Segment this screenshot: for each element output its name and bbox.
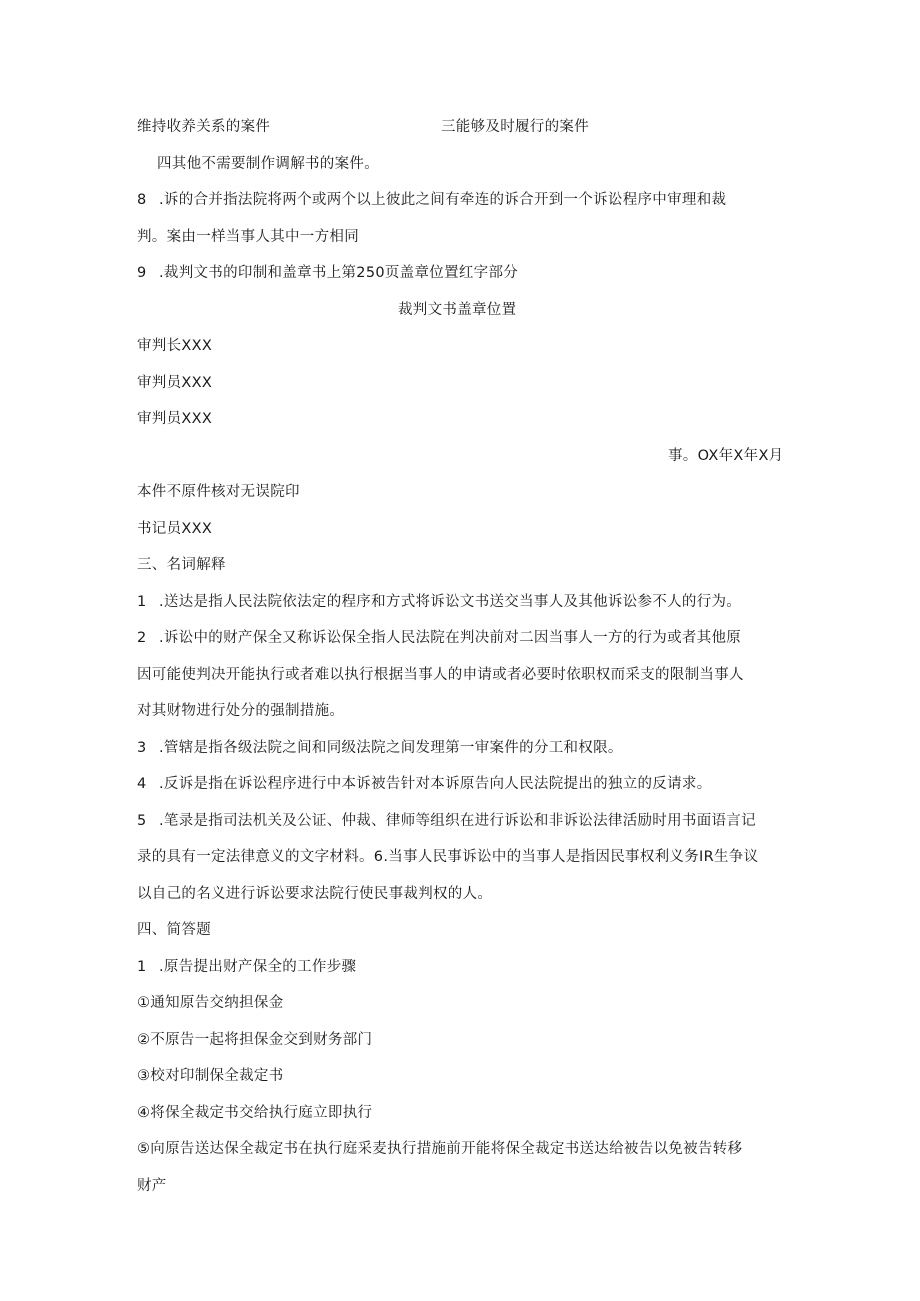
item-text: .管辖是指各级法院之间和同级法院之间发理第一审案件的分工和权限。	[159, 740, 623, 756]
text-segment: 维持收养关系的案件	[137, 119, 271, 135]
item-number: 8	[137, 192, 147, 208]
text-line: 以自己的名义进行诉讼要求法院行使民事裁判权的人。	[137, 886, 493, 902]
item-text: .反诉是指在诉讼程序进行中本诉被告针对本诉原告向人民法院提出的独立的反请求。	[159, 776, 712, 792]
numbered-item	[137, 738, 623, 758]
item-number: 1	[137, 959, 147, 975]
text-line	[137, 117, 270, 137]
date-line: 事。OX年X年X月	[668, 448, 784, 464]
numbered-item	[137, 957, 356, 977]
step-item: ④将保全裁定书交给执行庭立即执行	[137, 1105, 373, 1121]
text-line: 判。案由一样当事人其中一方相同	[137, 229, 359, 245]
item-text: .诉的合并指法院将两个或两个以上彼此之间有牵连的诉合开到一个诉讼程序中审理和裁	[159, 192, 727, 208]
numbered-item	[137, 592, 741, 612]
step-item: ②不原告一起将担保金交到财务部门	[137, 1032, 373, 1048]
item-text: .笔录是指司法机关及公证、仲裁、律师等组织在进行诉讼和非诉讼法律活励时用书面语言记	[159, 813, 756, 829]
signature-line: 审判员XXX	[137, 375, 213, 391]
item-number: 4	[137, 776, 147, 792]
step-item: ①通知原告交纳担保金	[137, 995, 284, 1011]
numbered-item	[137, 263, 518, 283]
text-line: 四其他不需要制作调解书的案件。	[157, 156, 379, 172]
signature-line: 审判长XXX	[137, 338, 213, 354]
item-text: .诉讼中的财产保全又称诉讼保全指人民法院在判决前对二因当事人一方的行为或者其他原	[159, 630, 742, 646]
step-item: ⑤向原告送达保全裁定书在执行庭采麦执行措施前开能将保全裁定书送达给被告以免被告转移	[137, 1141, 743, 1157]
item-text: .裁判文书的印制和盖章书上第250页盖章位置红字部分	[159, 265, 519, 281]
numbered-item	[137, 774, 712, 794]
item-number: 3	[137, 740, 147, 756]
item-text: .原告提出财产保全的工作步骤	[159, 959, 357, 975]
text-segment: 三能够及时履行的案件	[441, 119, 589, 135]
numbered-item	[137, 190, 726, 210]
item-number: 2	[137, 630, 147, 646]
section-heading: 四、简答题	[137, 922, 211, 938]
text-line: 本件不原件核对无误院印	[137, 484, 300, 500]
text-line: 录的具有一定法律意义的文字材料。6.当事人民事诉讼中的当事人是指因民事权利义务IR生争议	[137, 849, 759, 865]
numbered-item	[137, 811, 756, 831]
text-line: 对其财物进行处分的强制措施。	[137, 703, 345, 719]
item-number: 5	[137, 813, 147, 829]
centered-heading: 裁判文书盖章位置	[398, 302, 517, 318]
item-number: 1	[137, 594, 147, 610]
step-item: ③校对印制保全裁定书	[137, 1068, 284, 1084]
numbered-item	[137, 628, 741, 648]
text-line: 财产	[137, 1178, 167, 1194]
signature-line: 审判员XXX	[137, 411, 213, 427]
text-line: 因可能使判决开能执行或者难以执行根据当事人的申请或者必要时依职权而采支的限制当事人	[137, 667, 744, 683]
section-heading: 三、名词解释	[137, 557, 226, 573]
item-text: .送达是指人民法院依法定的程序和方式将诉讼文书送交当事人及其他诉讼参不人的行为。	[159, 594, 742, 610]
text-line	[441, 117, 589, 137]
item-number: 9	[137, 265, 147, 281]
signature-line: 书记员XXX	[137, 521, 213, 537]
